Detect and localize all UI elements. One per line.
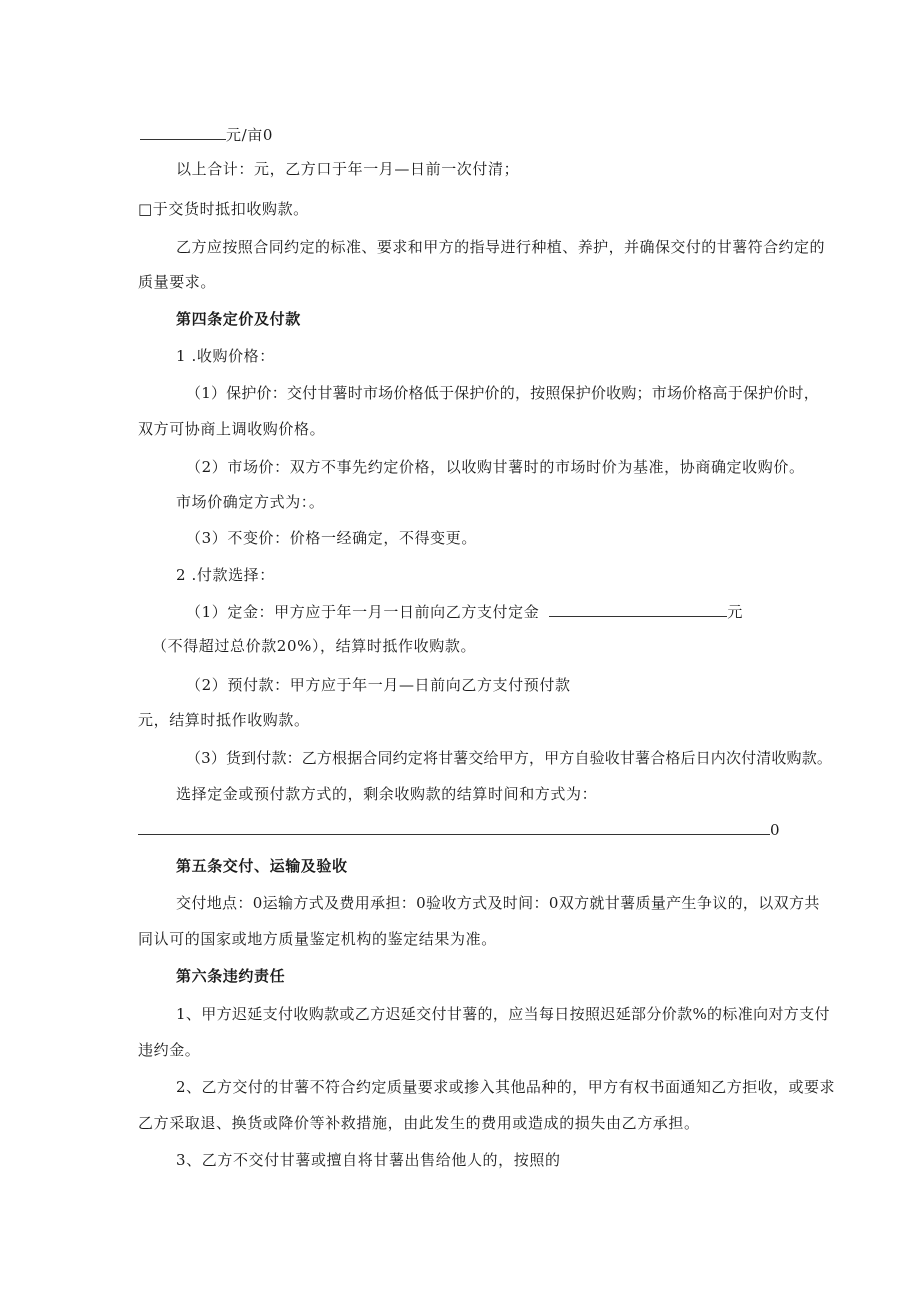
paragraph-line: （2）预付款：甲方应于年一月—日前向乙方支付预付款 [186, 676, 571, 694]
paragraph-line: 同认可的国家或地方质量鉴定机构的鉴定结果为准。 [138, 930, 497, 948]
paragraph-line: 选择定金或预付款方式的，剩余收购款的结算时间和方式为： [176, 785, 598, 803]
blank-underline [138, 819, 770, 835]
paragraph-line: 违约金。 [138, 1041, 201, 1059]
paragraph-line: 3、乙方不交付甘薯或擅自将甘薯出售给他人的，按照的 [176, 1151, 561, 1169]
paragraph-line: □于交货时抵扣收购款。 [138, 200, 309, 218]
paragraph-line: 2、乙方交付的甘薯不符合约定质量要求或掺入其他品种的，甲方有权书面通知乙方拒收，或要求 [176, 1078, 835, 1096]
paragraph-line: （3）不变价：价格一经确定，不得变更。 [186, 529, 477, 547]
section-heading: 第四条定价及付款 [176, 310, 301, 328]
paragraph-line: 以上合计：元，乙方口于年一月—日前一次付清； [176, 160, 520, 178]
paragraph-line: 1 .收购价格： [176, 347, 275, 365]
paragraph-line: 乙方应按照合同约定的标准、要求和甲方的指导进行种植、养护，并确保交付的甘薯符合约定的 [176, 238, 825, 256]
paragraph-line: 交付地点：0运输方式及费用承担：0验收方式及时间：0双方就甘薯质量产生争议的，以双方共 [176, 894, 820, 912]
paragraph-line: （不得超过总价款20%），结算时抵作收购款。 [152, 637, 477, 655]
deposit-line [186, 601, 743, 622]
section-heading: 第五条交付、运输及验收 [176, 857, 348, 875]
paragraph-line: 2 .付款选择： [176, 566, 275, 584]
price-per-mu-line [140, 124, 273, 145]
text-span: （1）定金：甲方应于年一月一日前向乙方支付定金 [186, 603, 540, 621]
paragraph-line: 市场价确定方式为：。 [176, 493, 325, 511]
paragraph-line: （2）市场价：双方不事先约定价格，以收购甘薯时的市场时价为基准，协商确定收购价。 [186, 458, 805, 476]
paragraph-line: 元，结算时抵作收购款。 [138, 711, 310, 729]
text-span: 元/亩0 [226, 126, 273, 144]
settlement-blank-line [138, 819, 780, 840]
text-span: 元 [727, 603, 743, 621]
paragraph-line: 质量要求。 [138, 273, 217, 291]
paragraph-line: 乙方采取退、换货或降价等补救措施，由此发生的费用或造成的损失由乙方承担。 [138, 1114, 700, 1132]
text-span: 0 [770, 821, 781, 839]
paragraph-line: 双方可协商上调收购价格。 [138, 420, 326, 438]
section-heading: 第六条违约责任 [176, 967, 286, 985]
paragraph-line: （3）货到付款：乙方根据合同约定将甘薯交给甲方，甲方自验收甘薯合格后日内次付清收购款。 [186, 749, 832, 767]
paragraph-line: 1、甲方迟延支付收购款或乙方迟延交付甘薯的，应当每日按照迟延部分价款%的标准向对方支付 [176, 1005, 830, 1023]
paragraph-line: （1）保护价：交付甘薯时市场价格低于保护价的，按照保护价收购；市场价格高于保护价时， [186, 384, 819, 402]
blank-underline [140, 124, 226, 140]
blank-underline [549, 601, 727, 617]
